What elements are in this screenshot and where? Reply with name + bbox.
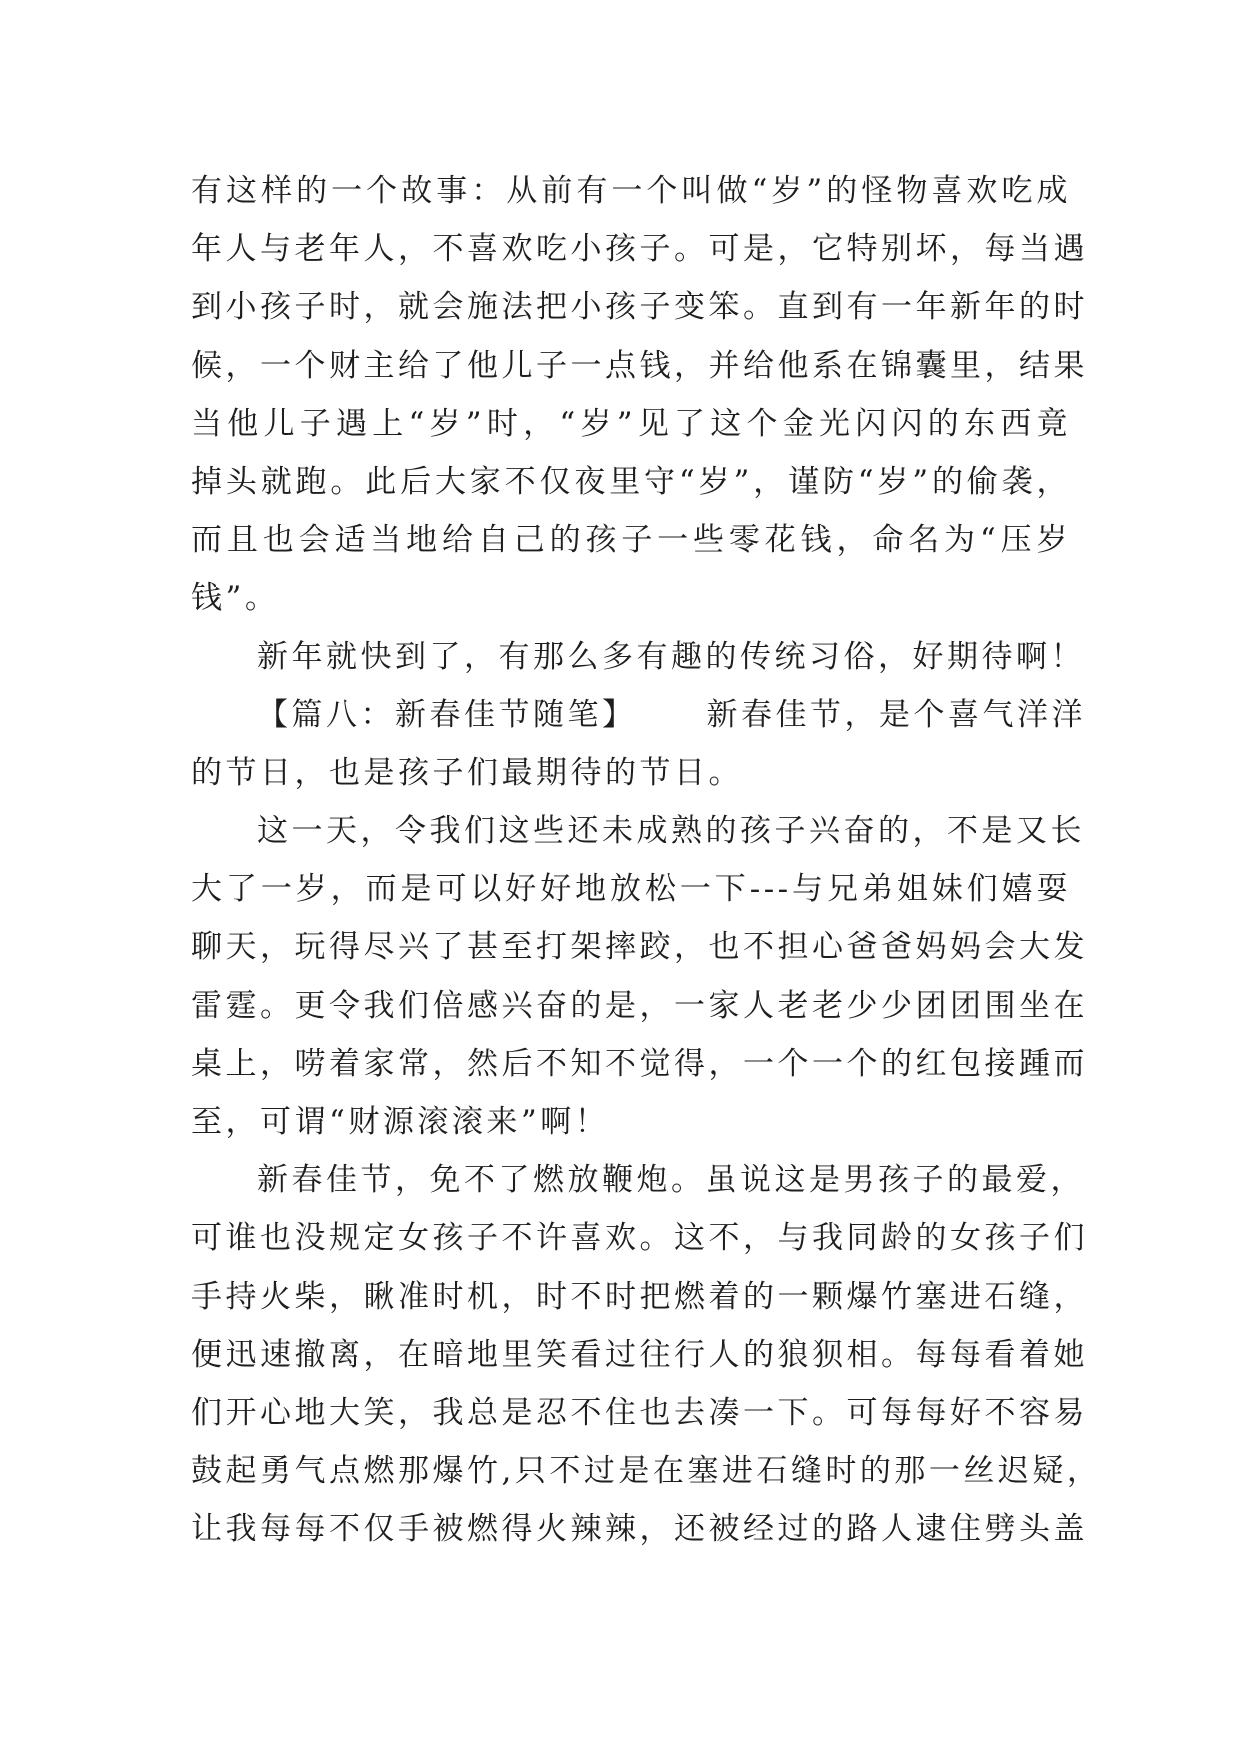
text-line: 年人与老年人，不喜欢吃小孩子。可是，它特别坏，每当遇: [191, 231, 1088, 268]
paragraph-this-day: [191, 802, 1088, 1151]
text-line: 当他儿子遇上“岁”时，“岁”见了这个金光闪闪的东西竟: [191, 405, 1071, 442]
text-line: 大了一岁，而是可以好好地放松一下---与兄弟姐妹们嬉耍: [191, 871, 1071, 908]
text-line: 掉头就跑。此后大家不仅夜里守“岁”，谨防“岁”的偷袭，: [191, 463, 1071, 500]
text-line: 至，可谓“财源滚滚来”啊！: [191, 1104, 610, 1140]
paragraph-new-year-coming: [191, 628, 1085, 686]
text-line: 这一天，令我们这些还未成熟的孩子兴奋的，不是又长: [257, 813, 1085, 850]
text-line: 鼓起勇气点燃那爆竹,只不过是在塞进石缝时的那一丝迟疑，: [191, 1453, 1102, 1490]
paragraph-story-of-sui: [191, 162, 1088, 628]
text-line: 桌上，唠着家常，然后不知不觉得，一个一个的红包接踵而: [191, 1045, 1088, 1082]
text-line: 聊天，玩得尽兴了甚至打架摔跤，也不担心爸爸妈妈会大发: [191, 929, 1088, 966]
text-line: 新年就快到了，有那么多有趣的传统习俗，好期待啊！: [257, 638, 1085, 675]
text-line: 可谁也没规定女孩子不许喜欢。这不，与我同龄的女孩子们: [191, 1220, 1088, 1257]
text-line: 候，一个财主给了他儿子一点钱，并给他系在锦囊里，结果: [191, 347, 1088, 384]
text-line: 让我每每不仅手被燃得火辣辣，还被经过的路人逮住劈头盖: [191, 1511, 1088, 1548]
section-heading: 【篇八：新春佳节随笔】: [257, 696, 637, 733]
text-line: 有这样的一个故事：从前有一个叫做“岁”的怪物喜欢吃成: [191, 173, 1071, 209]
paragraph-firecrackers: [191, 1151, 1102, 1558]
body-text: [191, 162, 1102, 1559]
text-line: 便迅速撤离，在暗地里笑看过往行人的狼狈相。每每看着她: [191, 1336, 1088, 1373]
text-line: 雷霆。更令我们倍感兴奋的是，一家人老老少少团团围坐在: [191, 987, 1088, 1024]
text-fragment: 新春佳节，是个喜气洋洋: [706, 696, 1086, 733]
text-line: 们开心地大笑，我总是忍不住也去凑一下。可每每好不容易: [191, 1394, 1088, 1431]
text-line: 新春佳节，免不了燃放鞭炮。虽说这是男孩子的最爱，: [257, 1162, 1085, 1199]
text-line: 的节日，也是孩子们最期待的节日。: [191, 754, 743, 791]
text-line: 钱”。: [191, 580, 280, 617]
paragraph-chapter-eight: [191, 686, 1086, 802]
text-line: 到小孩子时，就会施法把小孩子变笨。直到有一年新年的时: [191, 289, 1088, 326]
text-line: [191, 686, 1086, 744]
text-line: 手持火柴，瞅准时机，时不时把燃着的一颗爆竹塞进石缝，: [191, 1278, 1088, 1315]
text-line: 而且也会适当地给自己的孩子一些零花钱，命名为“压岁: [191, 522, 1071, 559]
